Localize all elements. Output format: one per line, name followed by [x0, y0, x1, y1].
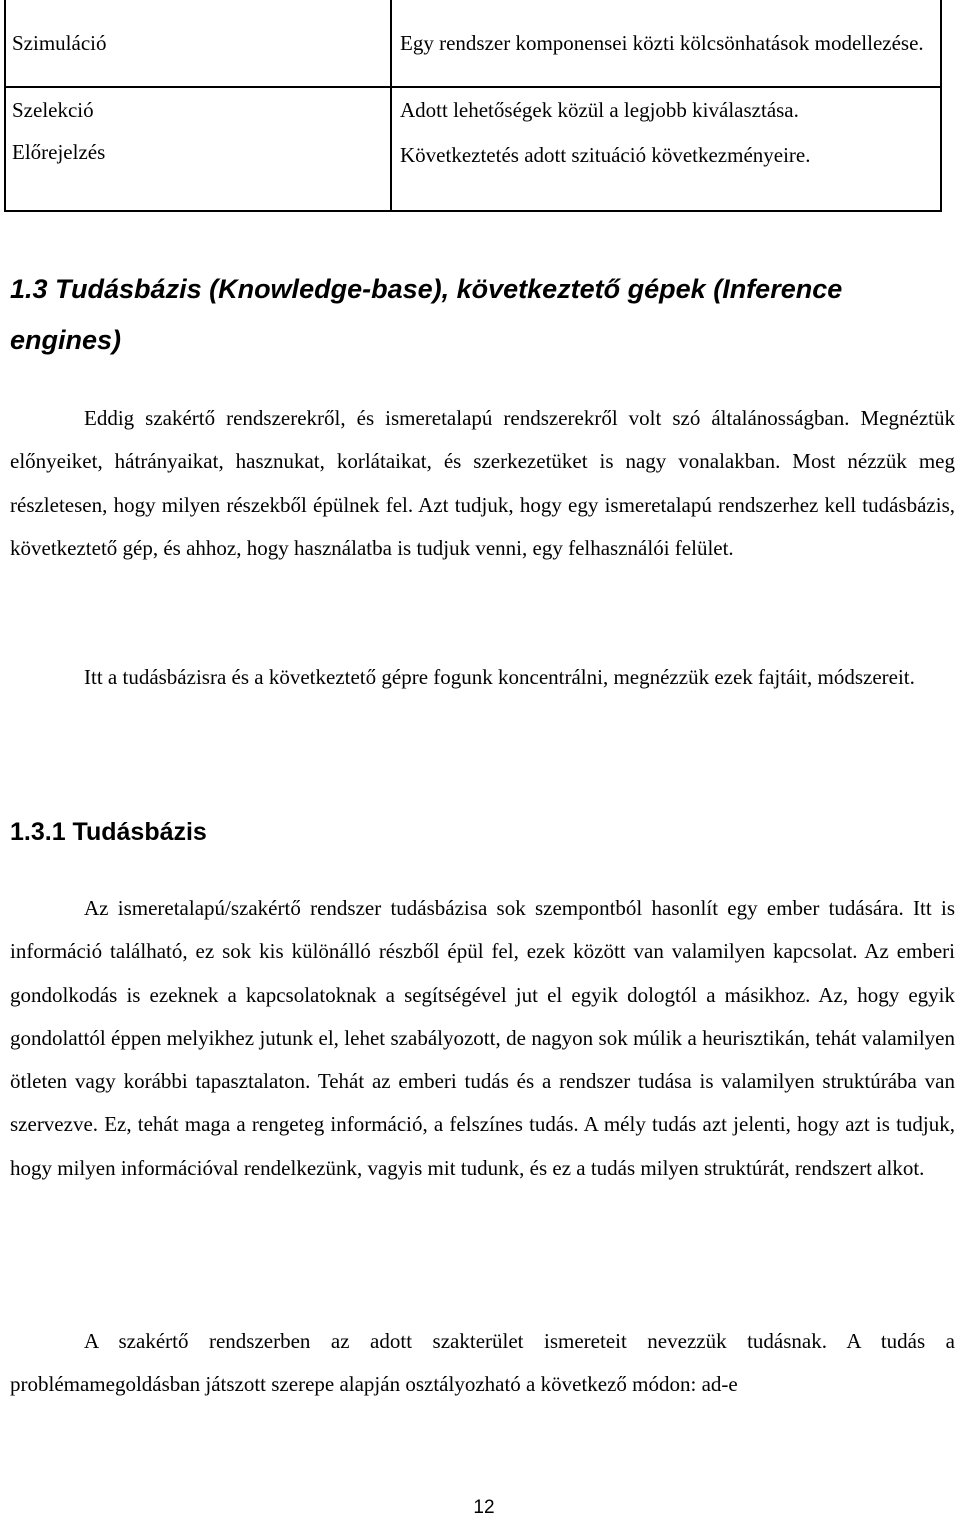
knowledge-definition-paragraph: A szakértő rendszerben az adott szakterület ismereteit nevezzük tudásnak. A tudás a problémamegoldásban játszott szerepe alapján osztályozható a következő módon: ad-e	[10, 1329, 955, 1397]
term-cell: Szelekció	[5, 87, 391, 132]
section-heading: 1.3 Tudásbázis (Knowledge-base), következtető gépek (Inference engines)	[10, 274, 843, 355]
table-row	[5, 87, 941, 132]
page-number: 12	[473, 1497, 495, 1518]
subsection-heading: 1.3.1 Tudásbázis	[10, 818, 207, 846]
table-row	[5, 0, 941, 87]
knowledge-base-paragraph: Az ismeretalapú/szakértő rendszer tudásbázisa sok szempontból hasonlít egy ember tudására. Itt is információ található, ez sok kis különálló részből épül fel, ezek között van valamilyen kapcsolat. Az emberi gondolkodás is ezeknek a kapcsolatoknak a segítségével jut el egyik dologtól a másikhoz. Az, hogy egyik gondolattól éppen melyikhez jutunk el, lehet szabályozott, de nagyon sok múlik a heurisztikán, tehát valamilyen ötleten vagy korábbi tapasztalaton. Tehát az emberi tudás és a rendszer tudása is valamilyen struktúrába van szervezve. Ez, tehát maga a rengeteg információ, a felszínes tudás. A mély tudás azt jelenti, hogy azt is tudjuk, hogy milyen információval rendelkezünk, vagyis mit tudunk, és ez a tudás milyen struktúrát, rendszert alkot.	[10, 896, 955, 1180]
definition-table	[4, 0, 942, 212]
table-row	[5, 132, 941, 211]
description-cell: Adott lehetőségek közül a legjobb kiválasztása.	[391, 87, 941, 132]
term-cell: Előrejelzés	[5, 132, 391, 211]
intro-paragraph: Eddig szakértő rendszerekről, és ismeretalapú rendszerekről volt szó általánosságban. Megnéztük előnyeiket, hátrányaikat, hasznukat, korlátaikat, és szerkezetüket is nagy vonalakban. Most nézzük meg részletesen, hogy milyen részekből épülnek fel. Azt tudjuk, hogy egy ismeretalapú rendszerhez kell tudásbázis, következtető gép, és ahhoz, hogy használatba is tudjuk venni, egy felhasználói felület.	[10, 406, 955, 560]
term-cell: Szimuláció	[5, 0, 391, 87]
description-cell: Egy rendszer komponensei közti kölcsönhatások modellezése.	[391, 0, 941, 87]
description-cell: Következtetés adott szituáció következményeire.	[391, 132, 941, 211]
focus-paragraph: Itt a tudásbázisra és a következtető gépre fogunk koncentrálni, megnézzük ezek fajtáit, módszereit.	[84, 665, 915, 689]
